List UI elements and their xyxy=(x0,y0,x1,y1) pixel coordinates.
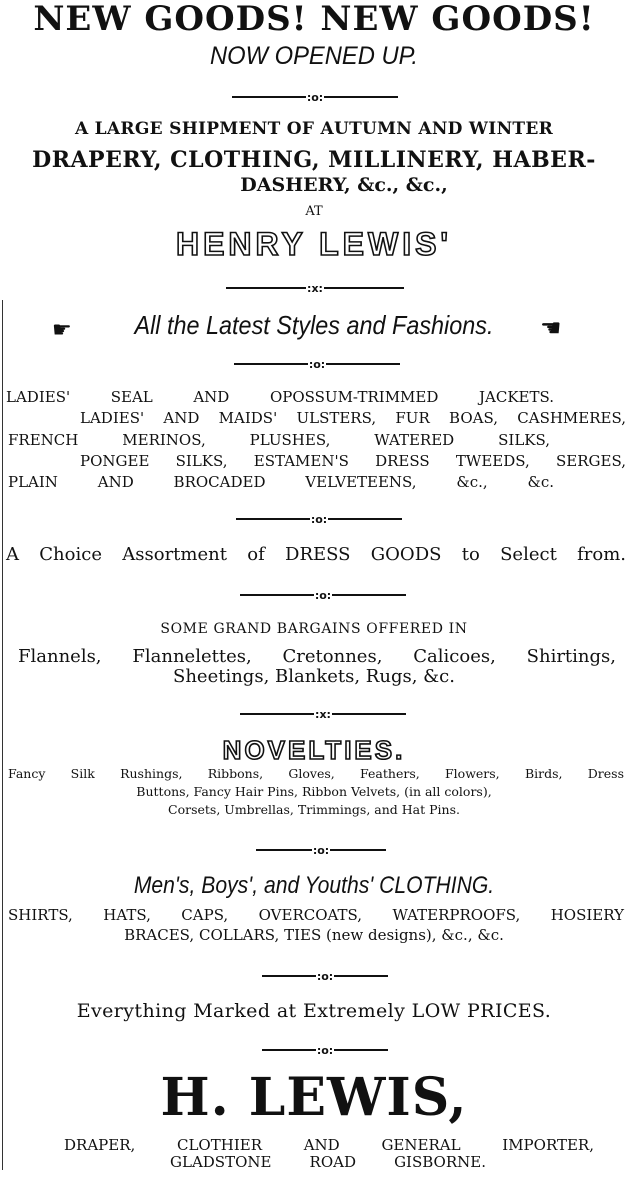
pointing-hand-left-icon: ☛ xyxy=(52,318,72,343)
footer-line-2: GLADSTONE ROAD GISBORNE. xyxy=(170,1153,486,1171)
intro-at: AT xyxy=(305,204,323,219)
jackets-line-1: LADIES' SEAL AND OPOSSUM-TRIMMED JACKETS. xyxy=(6,388,554,406)
bargains-intro: SOME GRAND BARGAINS OFFERED IN xyxy=(160,621,468,637)
divider: :o: xyxy=(236,512,402,526)
column-edge xyxy=(2,300,3,1170)
tagline: All the Latest Styles and Fashions. xyxy=(134,310,494,340)
novelties-title: NOVELTIES. xyxy=(222,735,406,765)
jackets-line-4: PONGEE SILKS, ESTAMEN'S DRESS TWEEDS, SERGES, xyxy=(80,452,626,470)
clothing-line-2: BRACES, COLLARS, TIES (new designs), &c., &c. xyxy=(124,926,504,944)
dress-goods: A Choice Assortment of DRESS GOODS to Select from. xyxy=(6,544,626,565)
clothing-line-1: SHIRTS, HATS, CAPS, OVERCOATS, WATERPROOFS, HOSIERY xyxy=(8,906,624,924)
intro-line-1: A LARGE SHIPMENT OF AUTUMN AND WINTER xyxy=(74,119,554,139)
divider: :o: xyxy=(262,969,388,983)
jackets-line-3: FRENCH MERINOS, PLUSHES, WATERED SILKS, xyxy=(8,431,550,449)
footer-name: H. LEWIS, xyxy=(160,1067,468,1128)
jackets-line-2: LADIES' AND MAIDS' ULSTERS, FUR BOAS, CASHMERES, xyxy=(80,409,626,427)
intro-line-2: DRAPERY, CLOTHING, MILLINERY, HABER- xyxy=(32,147,596,173)
divider: :o: xyxy=(262,1043,388,1057)
intro-line-3: DASHERY, &c., &c., xyxy=(240,174,448,196)
divider: :o: xyxy=(240,588,406,602)
clothing-title: Men's, Boys', and Youths' CLOTHING. xyxy=(133,872,495,899)
novelties-line-2: Buttons, Fancy Hair Pins, Ribbon Velvets, (in all colors), xyxy=(136,784,492,799)
divider: :x: xyxy=(240,707,406,721)
subheadline: NOW OPENED UP. xyxy=(209,42,419,70)
divider: :x: xyxy=(226,281,404,295)
jackets-line-5: PLAIN AND BROCADED VELVETEENS, &c., &c. xyxy=(8,473,554,491)
footer-line-1: DRAPER, CLOTHIER AND GENERAL IMPORTER, xyxy=(64,1136,594,1154)
divider: :o: xyxy=(232,90,398,104)
store-name: HENRY LEWIS' xyxy=(175,226,453,262)
novelties-line-3: Corsets, Umbrellas, Trimmings, and Hat Pins. xyxy=(168,802,460,817)
bargains-line-2: Sheetings, Blankets, Rugs, &c. xyxy=(173,666,455,687)
divider: :o: xyxy=(256,843,386,857)
bargains-line-1: Flannels, Flannelettes, Cretonnes, Calicoes, Shirtings, xyxy=(18,646,616,667)
pointing-hand-right-icon: ☚ xyxy=(540,314,562,342)
prices: Everything Marked at Extremely LOW PRICES. xyxy=(76,1000,552,1022)
headline: NEW GOODS! NEW GOODS! xyxy=(33,0,595,39)
novelties-line-1: Fancy Silk Rushings, Ribbons, Gloves, Feathers, Flowers, Birds, Dress xyxy=(8,766,624,781)
divider: :o: xyxy=(234,357,400,371)
